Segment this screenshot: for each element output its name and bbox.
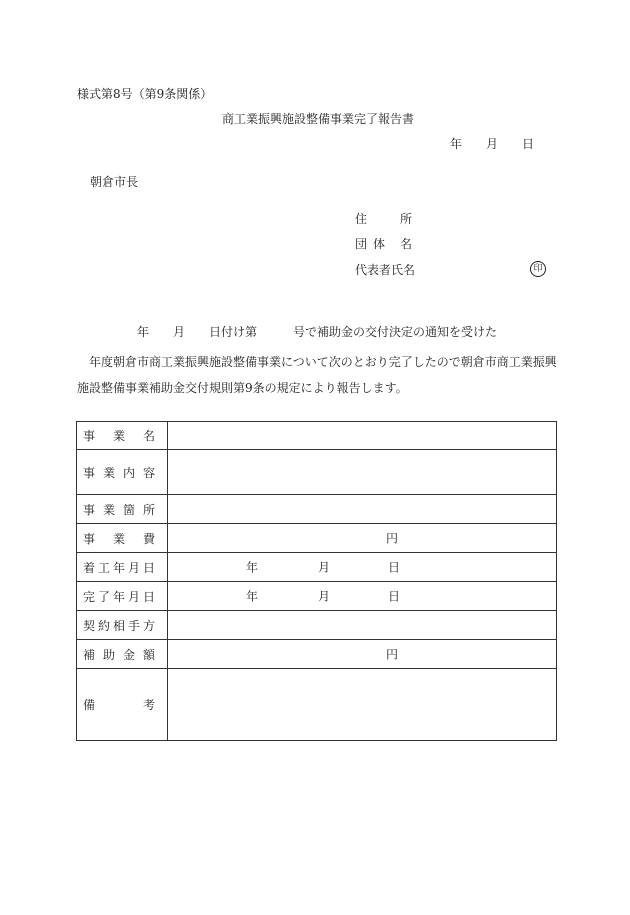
form-number: 様式第8号（第9条関係） — [77, 87, 213, 101]
address-label-char-1: 住 — [355, 212, 368, 226]
row-value-field[interactable] — [168, 582, 557, 611]
seal-icon: 印 — [530, 261, 546, 277]
table-row — [77, 611, 557, 640]
org-label-char-2: 体 — [373, 237, 386, 251]
row-label-cell — [77, 450, 168, 495]
row-label: 着工年月日 — [83, 560, 155, 575]
date-month-unit: 月 — [318, 589, 331, 604]
notice-month-label: 月 — [173, 325, 186, 339]
row-label-cell — [77, 611, 168, 640]
table-row — [77, 640, 557, 669]
row-label: 完了年月日 — [83, 589, 155, 604]
row-value-field[interactable] — [168, 611, 557, 640]
date-month-unit: 月 — [318, 560, 331, 575]
org-label-char-3: 名 — [400, 237, 413, 251]
notice-day-prefix: 日付け第 — [209, 325, 258, 339]
document-title: 商工業振興施設整備事業完了報告書 — [222, 112, 415, 126]
table-row — [77, 553, 557, 582]
date-year-unit: 年 — [246, 589, 259, 604]
report-text-line-2: 年度朝倉市商工業振興施設整備事業について次のとおり完了したので朝倉市商工業振興 — [89, 355, 557, 369]
table-row — [77, 422, 557, 450]
notice-text: 号で補助金の交付決定の通知を受けた — [293, 325, 498, 339]
row-value-field[interactable] — [168, 450, 557, 495]
report-text-line-3: 施設整備事業補助金交付規則第9条の規定により報告します。 — [77, 381, 408, 395]
row-label-cell — [77, 422, 168, 450]
row-label-cell — [77, 524, 168, 553]
date-day-unit: 日 — [388, 560, 401, 575]
row-label-cell — [77, 495, 168, 524]
date-day-unit: 日 — [388, 589, 401, 604]
row-value-field[interactable] — [168, 524, 557, 553]
row-label-cell — [77, 640, 168, 669]
row-label-cell — [77, 669, 168, 741]
detail-table — [76, 421, 557, 741]
table-row — [77, 669, 557, 741]
date-year-label: 年 — [450, 137, 463, 151]
row-value-field[interactable] — [168, 553, 557, 582]
row-label: 事業費 — [83, 531, 155, 546]
notice-year-label: 年 — [137, 325, 150, 339]
row-label: 備考 — [83, 698, 155, 712]
date-year-unit: 年 — [246, 560, 259, 575]
addressee: 朝倉市長 — [90, 175, 139, 189]
table-row — [77, 524, 557, 553]
row-label: 事業名 — [83, 429, 155, 443]
yen-unit: 円 — [386, 531, 399, 546]
row-label: 契約相手方 — [83, 618, 155, 633]
address-label-char-2: 所 — [400, 212, 413, 226]
org-label-char-1: 団 — [355, 237, 368, 251]
table-row — [77, 450, 557, 495]
representative-label: 代表者氏名 — [355, 263, 416, 277]
row-label-cell — [77, 582, 168, 611]
row-label: 事業箇所 — [83, 502, 155, 517]
date-month-label: 月 — [486, 137, 499, 151]
row-label-cell — [77, 553, 168, 582]
row-value-field[interactable] — [168, 422, 557, 450]
date-day-label: 日 — [522, 137, 535, 151]
row-label: 事業内容 — [83, 465, 155, 480]
row-value-field[interactable] — [168, 640, 557, 669]
table-row — [77, 582, 557, 611]
row-value-field[interactable] — [168, 669, 557, 741]
yen-unit: 円 — [386, 647, 399, 662]
row-value-field[interactable] — [168, 495, 557, 524]
row-label: 補助金額 — [83, 647, 155, 662]
table-row — [77, 495, 557, 524]
